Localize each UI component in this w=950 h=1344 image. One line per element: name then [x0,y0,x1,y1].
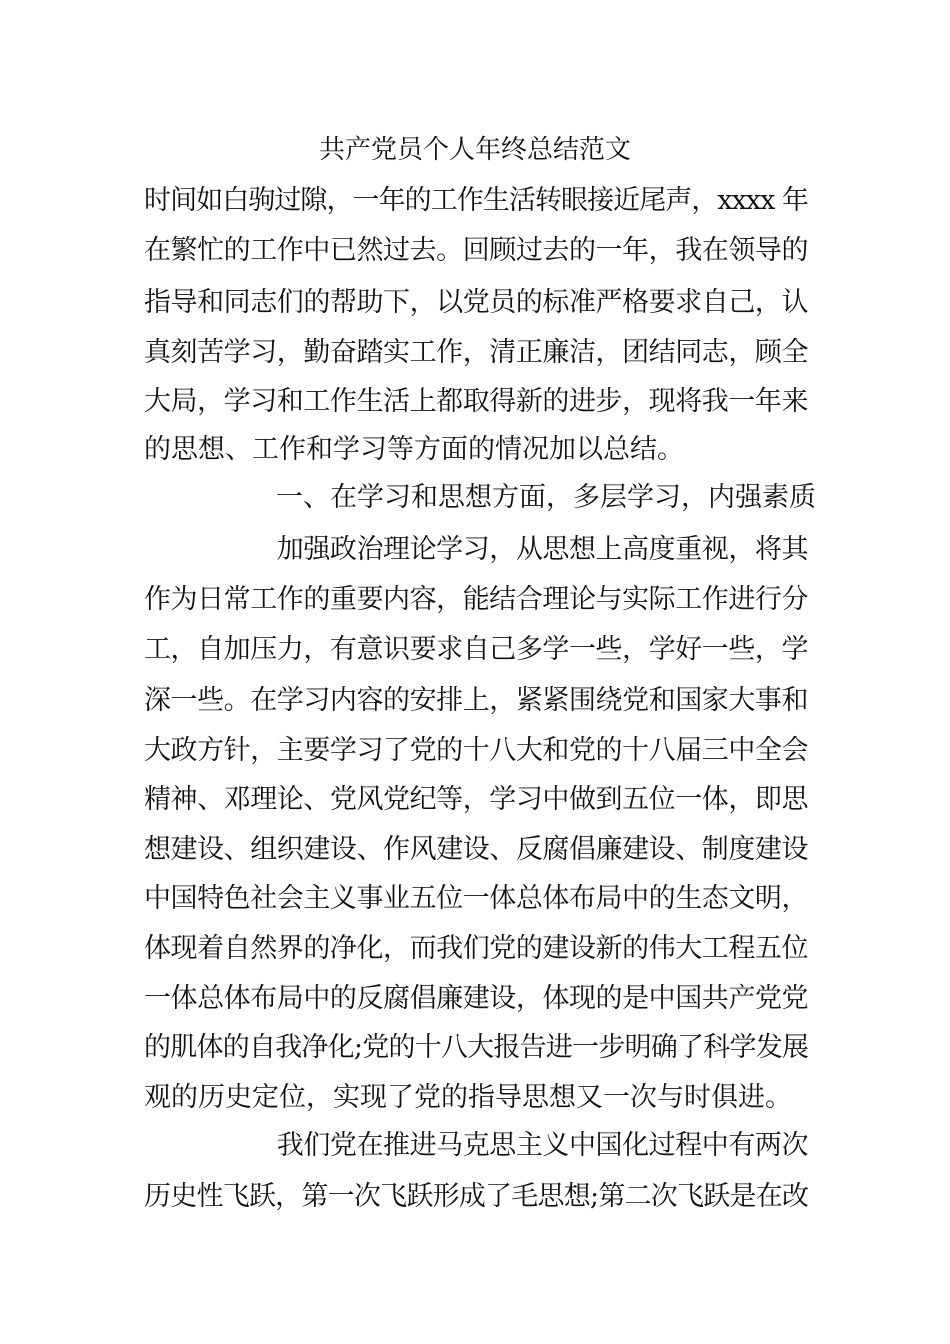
section-line-2: 作为日常工作的重要内容，能结合理论与实际工作进行分 [144,584,808,615]
section-line-6: 精神、邓理论、党风党纪等，学习中做到五位一体，即思 [144,784,808,815]
intro-line-5: 大局，学习和工作生活上都取得新的进步，现将我一年来 [144,386,808,417]
intro-line-1: 时间如白驹过隙，一年的工作生活转眼接近尾声，xxxx 年 [144,185,808,216]
section-line-7: 想建设、组织建设、作风建设、反腐倡廉建设、制度建设 [144,834,808,865]
section-line-8: 中国特色社会主义事业五位一体总体布局中的生态文明， [144,883,808,914]
section-line-4: 深一些。在学习内容的安排上，紧紧围绕党和国家大事和 [144,685,808,716]
intro-line-4: 真刻苦学习，勤奋踏实工作，清正廉洁，团结同志，顾全 [144,337,808,368]
section-heading: 一、在学习和思想方面，多层学习，内强素质 [276,482,816,513]
section-line-9: 体现着自然界的净化，而我们党的建设新的伟大工程五位 [144,933,808,964]
section-line-11: 的肌体的自我净化;党的十八大报告进一步明确了科学发展 [144,1032,808,1063]
intro-line-2: 在繁忙的工作中已然过去。回顾过去的一年，我在领导的 [144,235,808,266]
section-line-5: 大政方针，主要学习了党的十八大和党的十八届三中全会 [144,735,808,766]
section-line-1: 加强政治理论学习，从思想上高度重视，将其 [144,534,808,565]
final-line-1: 我们党在推进马克思主义中国化过程中有两次 [144,1130,808,1161]
document-title: 共产党员个人年终总结范文 [318,135,631,165]
final-line-2: 历史性飞跃，第一次飞跃形成了毛思想;第二次飞跃是在改 [144,1181,808,1212]
section-line-10: 一体总体布局中的反腐倡廉建设，体现的是中国共产党党 [144,983,808,1014]
section-line-12: 观的历史定位，实现了党的指导思想又一次与时俱进。 [144,1082,792,1113]
intro-line-3: 指导和同志们的帮助下，以党员的标准严格要求自己，认 [144,287,808,318]
intro-line-6: 的思想、工作和学习等方面的情况加以总结。 [144,434,684,465]
section-line-3: 工，自加压力，有意识要求自己多学一些，学好一些，学 [144,634,808,665]
